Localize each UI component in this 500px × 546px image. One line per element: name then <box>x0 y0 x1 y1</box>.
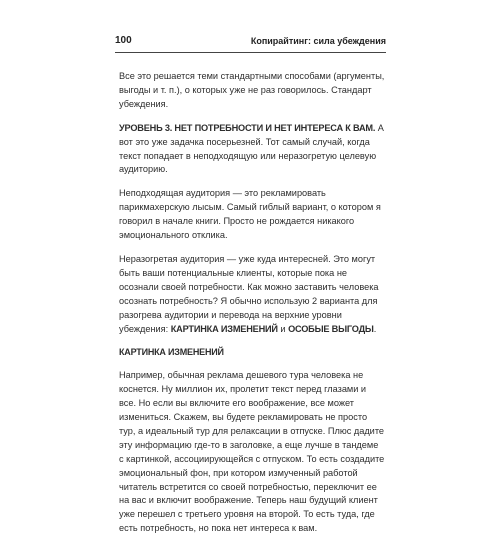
term-kartinka-izmeneniy: КАРТИНКА ИЗМЕНЕНИЙ <box>170 323 278 334</box>
paragraph-4-text: Неразогретая аудитория — уже куда интересней. Это могут быть ваши потенциальные клиенты, которые пока не осознали своей потребности. Как можно заставить человека осознать потребность? Я обычно использую 2 варианта для разогрева аудитории и перевода на верхние уровни убеждения: <box>119 253 379 334</box>
paragraph-1: Все это решается теми стандартными способами (аргументы, выгоды и т. п.), о которых уже не раз говорилось. Стандарт убеждения. <box>119 71 385 109</box>
header-divider <box>115 52 386 53</box>
running-title: Копирайтинг: сила убеждения <box>250 36 386 46</box>
page-header <box>115 34 386 48</box>
paragraph-4-conj: и <box>277 323 289 334</box>
page-number: 100 <box>115 35 132 46</box>
paragraph-5: Например, обычная реклама дешевого тура человека не коснется. Ну миллион их, пролетит текст перед глазами и все. Но если вы включите его воображение, все может измениться. Скажем, вы будете рекламировать не просто тур, а идеальный тур для релаксации в отпуске. Плюс дадите эту информацию где-то в заголовке, а еще лучше в тандеме с картинкой, ассоциирующейся с отпуском. То есть создадите эмоциональный фон, при котором измученный работой читатель встретится со своей потребностью, переключит ее на вас и включит воображение. Теперь наш будущий клиент уже перешел с третьего уровня на второй. То есть туда, где есть потребность, но пока нет интереса к вам. <box>119 370 385 534</box>
page-body <box>119 70 385 546</box>
section-subheading: КАРТИНКА ИЗМЕНЕНИЙ <box>119 347 224 358</box>
paragraph-4-end: . <box>373 323 377 334</box>
paragraph-2 <box>119 122 385 178</box>
term-osobye-vygody: ОСОБЫЕ ВЫГОДЫ <box>288 323 374 334</box>
paragraph-2-text: А вот это уже задачка посерьезней. Тот самый случай, когда текст попадает в неподходящую или неразогретую целевую аудиторию. <box>119 122 384 175</box>
paragraph-4 <box>119 253 385 336</box>
level-3-heading: УРОВЕНЬ 3. НЕТ ПОТРЕБНОСТИ И НЕТ ИНТЕРЕСА К ВАМ. <box>119 122 376 133</box>
paragraph-3: Неподходящая аудитория — это рекламировать парикмахерскую лысым. Самый гиблый вариант, о котором я говорил в начале книги. Просто не рождается никакого эмоционального отклика. <box>119 188 381 241</box>
